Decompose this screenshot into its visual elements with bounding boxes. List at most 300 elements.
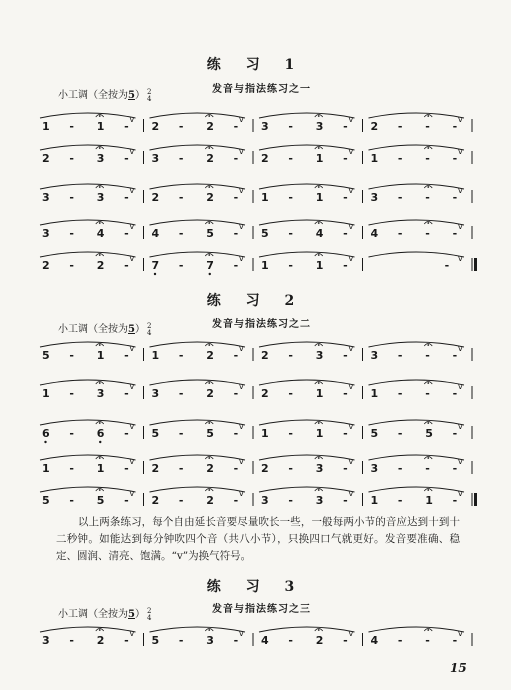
slur — [369, 420, 465, 425]
breath-mark: v — [129, 422, 135, 431]
breath-mark: v — [458, 457, 463, 466]
dash: - — [288, 227, 293, 240]
fermata-dot — [318, 254, 320, 256]
key-close: ） — [134, 324, 145, 335]
fermata-dot — [318, 489, 320, 491]
breath-mark: v — [129, 254, 135, 263]
dash: - — [233, 427, 239, 440]
dash: - — [233, 462, 239, 475]
dash: - — [397, 349, 403, 362]
fermata-dot — [208, 254, 210, 256]
dash: - — [288, 259, 293, 272]
dash: - — [397, 227, 403, 240]
breath-mark: v — [458, 147, 463, 156]
dash: - — [343, 227, 348, 240]
breath-mark: v — [129, 344, 135, 353]
breath-mark: v — [348, 186, 354, 195]
exercise-2-subtitle: 发音与指法练习之二 — [212, 319, 311, 330]
slur — [40, 184, 136, 189]
dash: - — [69, 427, 74, 440]
slur — [259, 627, 355, 632]
dash: - — [69, 191, 74, 204]
slur — [40, 487, 136, 492]
note: 2 — [370, 120, 379, 133]
key-label: 小工调（全按为 — [58, 324, 128, 335]
breath-mark: v — [458, 344, 463, 353]
fermata-dot — [318, 629, 320, 631]
dash: - — [233, 152, 239, 165]
dash: - — [124, 259, 129, 272]
dash: - — [233, 191, 239, 204]
slur — [40, 380, 136, 385]
fermata-dot — [99, 344, 101, 346]
dash: - — [233, 349, 239, 362]
dash: - — [452, 387, 458, 400]
key-note: 5 — [128, 90, 135, 101]
dash: - — [178, 152, 184, 165]
dash: - — [452, 227, 458, 240]
breath-mark: v — [239, 382, 244, 391]
dash: - — [397, 462, 403, 475]
slur — [40, 627, 136, 632]
fermata-dot — [99, 115, 101, 117]
low-octave-dot — [44, 441, 46, 443]
note: 1 — [96, 120, 105, 133]
dash: - — [124, 120, 129, 133]
dash: - — [178, 634, 184, 647]
note: 2 — [42, 152, 50, 165]
note: 2 — [315, 634, 324, 647]
dash: - — [124, 227, 129, 240]
fermata-dot — [99, 147, 101, 149]
breath-mark: v — [239, 186, 244, 195]
note: 1 — [151, 349, 160, 362]
slur — [369, 252, 465, 257]
dash: - — [397, 191, 403, 204]
breath-mark: v — [129, 147, 135, 156]
fermata-dot — [208, 382, 210, 384]
dash: - — [452, 462, 458, 475]
key-note: 5 — [128, 324, 135, 335]
fermata-dot — [427, 457, 429, 459]
note: 2 — [206, 152, 214, 165]
note: 6 — [42, 427, 50, 440]
slur — [150, 184, 246, 189]
note: 3 — [151, 152, 160, 165]
note: 3 — [261, 120, 269, 133]
fermata-dot — [208, 422, 210, 424]
dash: - — [444, 259, 450, 272]
dash: - — [288, 494, 293, 507]
dash: - — [69, 120, 74, 133]
dash: - — [124, 349, 129, 362]
dash: - — [343, 152, 348, 165]
breath-mark: v — [239, 222, 244, 231]
fermata-dot — [318, 382, 320, 384]
fermata-dot — [99, 186, 101, 188]
breath-mark: v — [239, 422, 244, 431]
note: 5 — [370, 427, 379, 440]
note: 1 — [425, 494, 433, 507]
breath-mark: v — [129, 186, 135, 195]
dash: - — [178, 259, 184, 272]
note: 3 — [42, 191, 50, 204]
key-label: 小工调（全按为 — [58, 609, 128, 620]
fermata-dot — [208, 344, 210, 346]
note: 1 — [370, 387, 379, 400]
slur — [150, 627, 246, 632]
slur — [369, 455, 465, 460]
note: 3 — [370, 349, 379, 362]
slur — [259, 252, 355, 257]
slur — [259, 220, 355, 225]
slur — [150, 487, 246, 492]
slur — [259, 455, 355, 460]
page-number: 15 — [450, 661, 467, 675]
note: 2 — [206, 191, 214, 204]
low-octave-dot — [209, 273, 211, 275]
breath-mark: v — [129, 629, 135, 638]
note: 5 — [151, 634, 160, 647]
note: 7 — [206, 259, 214, 272]
final-barline — [474, 493, 477, 506]
low-octave-dot — [154, 273, 156, 275]
dash: - — [288, 387, 293, 400]
dash: - — [178, 227, 184, 240]
dash: - — [425, 634, 430, 647]
slur — [150, 145, 246, 150]
note: 1 — [370, 494, 379, 507]
breath-mark: v — [348, 115, 354, 124]
note: 4 — [96, 227, 105, 240]
note: 2 — [96, 634, 105, 647]
note: 2 — [151, 462, 160, 475]
breath-mark: v — [458, 222, 463, 231]
dash: - — [452, 191, 458, 204]
fermata-dot — [99, 422, 101, 424]
slur — [150, 220, 246, 225]
dash: - — [343, 634, 348, 647]
breath-mark: v — [458, 382, 463, 391]
slur — [369, 113, 465, 118]
note: 3 — [315, 494, 324, 507]
dash: - — [343, 494, 348, 507]
dash: - — [425, 120, 430, 133]
note: 3 — [315, 462, 324, 475]
dash: - — [425, 227, 430, 240]
key-label: 小工调（全按为 — [58, 90, 128, 101]
breath-mark: v — [348, 382, 354, 391]
breath-mark: v — [239, 489, 244, 498]
dash: - — [288, 191, 293, 204]
slur — [40, 113, 136, 118]
slur — [150, 455, 246, 460]
dash: - — [69, 227, 74, 240]
dash: - — [178, 462, 184, 475]
note: 2 — [96, 259, 105, 272]
dash: - — [288, 152, 293, 165]
breath-mark: v — [458, 489, 463, 498]
note: 3 — [261, 494, 269, 507]
note: 4 — [151, 227, 160, 240]
note: 1 — [42, 120, 50, 133]
key-close: ） — [134, 90, 145, 101]
note: 3 — [151, 387, 160, 400]
note: 4 — [315, 227, 324, 240]
dash: - — [178, 191, 184, 204]
slur — [40, 420, 136, 425]
breath-mark: v — [129, 222, 135, 231]
dash: - — [69, 494, 74, 507]
fermata-dot — [427, 382, 429, 384]
fermata-dot — [318, 115, 320, 117]
slur — [259, 380, 355, 385]
note: 1 — [261, 427, 269, 440]
dash: - — [124, 494, 129, 507]
dash: - — [343, 349, 348, 362]
dash: - — [288, 462, 293, 475]
note: 2 — [261, 349, 269, 362]
fermata-dot — [318, 222, 320, 224]
fermata-dot — [427, 489, 429, 491]
slur — [40, 252, 136, 257]
dash: - — [233, 227, 239, 240]
dash: - — [124, 191, 129, 204]
key-note: 5 — [128, 609, 135, 620]
slur — [369, 220, 465, 225]
dash: - — [178, 494, 184, 507]
dash: - — [288, 427, 293, 440]
slur — [150, 113, 246, 118]
note: 3 — [42, 634, 50, 647]
breath-mark: v — [239, 457, 244, 466]
breath-mark: v — [239, 254, 244, 263]
slur — [259, 342, 355, 347]
dash: - — [69, 259, 74, 272]
note: 1 — [261, 259, 269, 272]
dash: - — [452, 152, 458, 165]
note: 2 — [151, 191, 160, 204]
dash: - — [425, 387, 430, 400]
note: 2 — [261, 152, 269, 165]
breath-mark: v — [129, 457, 135, 466]
dash: - — [343, 120, 348, 133]
note: 1 — [96, 462, 105, 475]
note: 3 — [42, 227, 50, 240]
note: 3 — [96, 152, 105, 165]
note: 1 — [261, 191, 269, 204]
note: 1 — [315, 152, 324, 165]
fermata-dot — [208, 629, 210, 631]
slur — [259, 487, 355, 492]
dash: - — [343, 462, 348, 475]
breath-mark: v — [348, 147, 354, 156]
breath-mark: v — [129, 382, 135, 391]
breath-mark: v — [129, 115, 135, 124]
dash: - — [288, 349, 293, 362]
note: 3 — [370, 191, 379, 204]
dash: - — [425, 191, 430, 204]
note: 5 — [261, 227, 269, 240]
slur — [369, 184, 465, 189]
breath-mark: v — [129, 489, 135, 498]
note: 5 — [206, 427, 214, 440]
note: 1 — [370, 152, 379, 165]
breath-mark: v — [458, 422, 463, 431]
dash: - — [233, 259, 239, 272]
fermata-dot — [208, 147, 210, 149]
note: 2 — [206, 494, 214, 507]
dash: - — [452, 494, 458, 507]
note: 3 — [315, 349, 324, 362]
note: 1 — [315, 387, 324, 400]
slur — [150, 252, 246, 257]
slur — [259, 145, 355, 150]
note: 5 — [96, 494, 105, 507]
dash: - — [233, 387, 239, 400]
dash: - — [425, 462, 430, 475]
breath-mark: v — [239, 115, 244, 124]
exercise-2-title: 练 习 2 — [206, 293, 305, 309]
note: 3 — [96, 191, 105, 204]
fermata-dot — [99, 254, 101, 256]
breath-mark: v — [348, 222, 354, 231]
note: 5 — [42, 349, 50, 362]
note: 4 — [370, 227, 379, 240]
dash: - — [452, 120, 458, 133]
dash: - — [397, 120, 403, 133]
dash: - — [288, 120, 293, 133]
dash: - — [178, 387, 184, 400]
note: 2 — [42, 259, 50, 272]
dash: - — [452, 427, 458, 440]
breath-mark: v — [458, 254, 463, 263]
note: 5 — [42, 494, 50, 507]
dash: - — [452, 349, 458, 362]
dash: - — [124, 462, 129, 475]
fermata-dot — [427, 222, 429, 224]
dash: - — [425, 152, 430, 165]
time-signature: 2 4 — [146, 321, 152, 337]
exercise-3-subtitle: 发音与指法练习之三 — [212, 604, 311, 615]
dash: - — [343, 191, 348, 204]
dash: - — [425, 349, 430, 362]
dash: - — [69, 152, 74, 165]
note: 3 — [370, 462, 379, 475]
key-close: ） — [134, 609, 145, 620]
dash: - — [397, 494, 403, 507]
note: 4 — [261, 634, 269, 647]
dash: - — [178, 120, 184, 133]
dash: - — [233, 120, 239, 133]
note: 2 — [151, 120, 160, 133]
fermata-dot — [99, 629, 101, 631]
slur — [369, 342, 465, 347]
slur — [369, 487, 465, 492]
fermata-dot — [318, 422, 320, 424]
dash: - — [452, 634, 458, 647]
slur — [40, 342, 136, 347]
exercise-1-subtitle: 发音与指法练习之一 — [212, 84, 311, 95]
note: 2 — [206, 462, 214, 475]
low-octave-dot — [99, 441, 101, 443]
note: 4 — [370, 634, 379, 647]
fermata-dot — [208, 222, 210, 224]
fermata-dot — [208, 115, 210, 117]
note: 3 — [315, 120, 324, 133]
breath-mark: v — [458, 115, 463, 124]
breath-mark: v — [239, 147, 244, 156]
dash: - — [233, 634, 239, 647]
note: 2 — [206, 387, 214, 400]
slur — [40, 220, 136, 225]
fermata-dot — [427, 147, 429, 149]
note: 3 — [96, 387, 105, 400]
breath-mark: v — [458, 186, 463, 195]
fermata-dot — [99, 489, 101, 491]
note: 1 — [42, 462, 50, 475]
note: 2 — [206, 349, 214, 362]
dash: - — [397, 634, 403, 647]
fermata-dot — [99, 222, 101, 224]
note: 6 — [96, 427, 105, 440]
fermata-dot — [427, 115, 429, 117]
slur — [259, 420, 355, 425]
note: 5 — [206, 227, 214, 240]
dash: - — [69, 349, 74, 362]
dash: - — [124, 634, 129, 647]
time-signature: 2 4 — [146, 606, 152, 622]
dash: - — [397, 427, 403, 440]
dash: - — [69, 387, 74, 400]
breath-mark: v — [458, 629, 463, 638]
fermata-dot — [99, 457, 101, 459]
fermata-dot — [427, 629, 429, 631]
dash: - — [397, 387, 403, 400]
dash: - — [124, 387, 129, 400]
fermata-dot — [99, 382, 101, 384]
time-signature: 2 4 — [146, 87, 152, 103]
slur — [369, 380, 465, 385]
note: 7 — [151, 259, 160, 272]
dash: - — [178, 349, 184, 362]
breath-mark: v — [239, 344, 244, 353]
breath-mark: v — [348, 629, 354, 638]
fermata-dot — [318, 147, 320, 149]
dash: - — [343, 259, 348, 272]
exercise-1-title: 练 习 1 — [206, 57, 305, 73]
dash: - — [233, 494, 239, 507]
dash: - — [343, 427, 348, 440]
breath-mark: v — [348, 489, 354, 498]
note: 1 — [315, 191, 324, 204]
breath-mark: v — [239, 629, 244, 638]
slur — [369, 627, 465, 632]
slur — [369, 145, 465, 150]
fermata-dot — [208, 186, 210, 188]
dash: - — [69, 462, 74, 475]
fermata-dot — [318, 186, 320, 188]
final-barline — [474, 258, 477, 271]
dash: - — [397, 152, 403, 165]
fermata-dot — [318, 344, 320, 346]
note: 5 — [151, 427, 160, 440]
fermata-dot — [208, 489, 210, 491]
note: 2 — [206, 120, 214, 133]
dash: - — [178, 427, 184, 440]
slur — [150, 420, 246, 425]
slur — [150, 342, 246, 347]
